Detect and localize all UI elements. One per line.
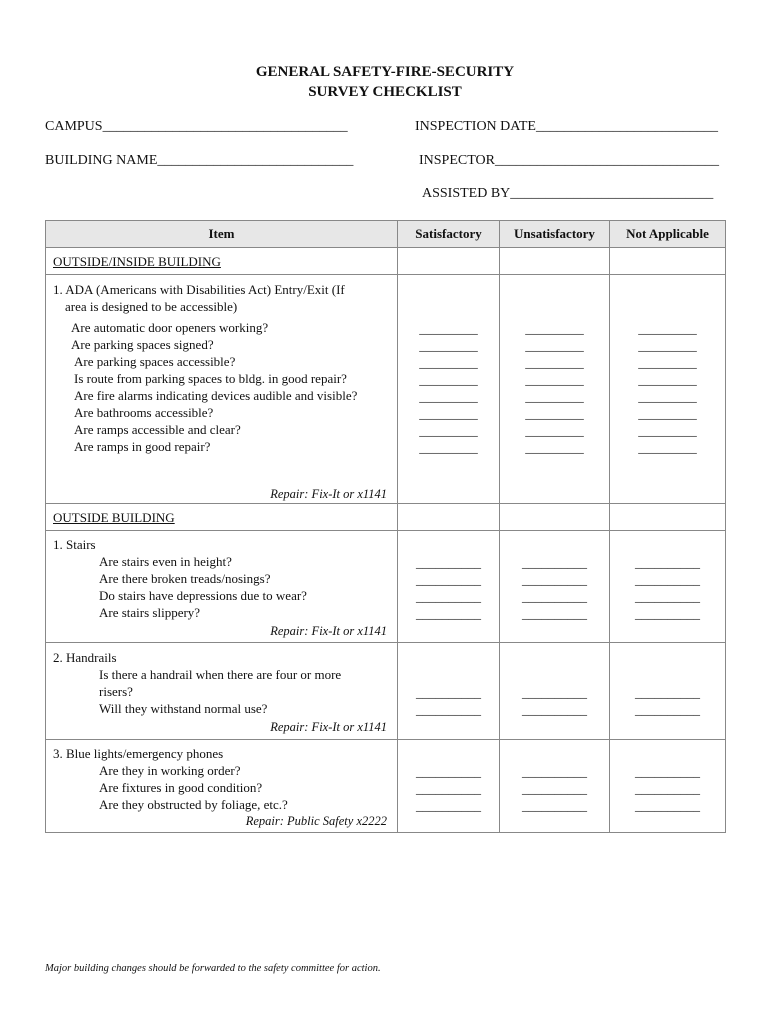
footer-note: Major building changes should be forwarded to the safety committee for action. [45,963,381,974]
inspector-field[interactable]: INSPECTOR________________________________ [419,153,719,168]
answer-blank[interactable]: __________ [522,589,587,604]
answer-blank[interactable]: _________ [419,372,478,387]
list-item: Are automatic door openers working? [71,320,269,335]
answer-blank[interactable]: __________ [522,764,587,779]
blank-lines[interactable] [398,320,499,456]
section-row [46,504,726,531]
list-item: Are ramps accessible and clear? [74,422,241,437]
table-row-ada [46,275,726,504]
list-item: risers? [99,684,133,699]
campus-field[interactable]: CAMPUS___________________________________ [45,119,348,134]
list-item: Are bathrooms accessible? [74,405,214,420]
satisfactory-cell[interactable] [398,643,500,740]
list-item: Are fire alarms indicating devices audible and visible? [74,388,358,403]
answer-blank[interactable]: __________ [635,572,700,587]
unsatisfactory-cell[interactable] [500,531,610,643]
answer-blank[interactable]: __________ [635,781,700,796]
answer-blank[interactable]: __________ [416,798,481,813]
col-header-item: Item [46,221,398,248]
table-row-stairs [46,531,726,643]
answer-blank[interactable]: _________ [638,406,697,421]
answer-blank[interactable]: _________ [419,406,478,421]
answer-blank[interactable]: _________ [525,406,584,421]
list-item: Are parking spaces accessible? [74,354,236,369]
ada-heading-cont: area is designed to be accessible) [65,299,238,314]
bluelights-item-cell [46,740,398,833]
list-item: Will they withstand normal use? [99,701,268,716]
blank-lines[interactable] [398,684,499,718]
answer-blank[interactable]: _________ [638,389,697,404]
list-item: Are there broken treads/nosings? [99,571,271,586]
title-line-2: SURVEY CHECKLIST [308,84,462,100]
answer-blank[interactable]: _________ [419,423,478,438]
section-row [46,248,726,275]
blank-lines[interactable] [610,763,725,814]
answer-blank[interactable]: __________ [635,702,700,717]
blank-lines[interactable] [500,763,609,814]
bluelights-heading: 3. Blue lights/emergency phones [53,746,224,761]
list-item: Are they in working order? [99,763,241,778]
blank-lines[interactable] [610,320,725,456]
answer-blank[interactable]: __________ [522,798,587,813]
blank-lines[interactable] [500,320,609,456]
section-title-outside-inside: OUTSIDE/INSIDE BUILDING [46,248,398,275]
answer-blank[interactable]: __________ [416,781,481,796]
ada-heading: 1. ADA (Americans with Disabilities Act) Entry/Exit (If [53,282,345,297]
answer-blank[interactable]: _________ [419,355,478,370]
answer-blank[interactable]: _________ [638,372,697,387]
answer-blank[interactable]: _________ [525,423,584,438]
satisfactory-cell[interactable] [398,531,500,643]
answer-blank[interactable]: _________ [638,338,697,353]
answer-blank[interactable]: _________ [525,338,584,353]
building-name-field[interactable]: BUILDING NAME____________________________ [45,153,354,168]
repair-note: Repair: Public Safety x2222 [245,814,387,828]
repair-note: Repair: Fix-It or x1141 [270,720,387,734]
list-item: Are stairs even in height? [99,554,232,569]
answer-blank[interactable]: __________ [635,555,700,570]
not-applicable-cell[interactable] [610,531,726,643]
col-header-satisfactory: Satisfactory [398,221,500,248]
answer-blank[interactable]: _________ [638,355,697,370]
answer-blank[interactable]: __________ [522,606,587,621]
answer-blank[interactable]: _________ [525,389,584,404]
satisfactory-cell[interactable] [398,275,500,504]
blank-lines[interactable] [500,684,609,718]
answer-blank[interactable]: __________ [416,764,481,779]
not-applicable-cell[interactable] [610,643,726,740]
answer-blank[interactable]: _________ [419,440,478,455]
handrails-item-cell [46,643,398,740]
not-applicable-cell[interactable] [610,275,726,504]
col-header-unsatisfactory: Unsatisfactory [500,221,610,248]
list-item: Are fixtures in good condition? [99,780,263,795]
answer-blank[interactable]: __________ [635,589,700,604]
answer-blank[interactable]: __________ [522,702,587,717]
answer-blank[interactable]: _________ [419,338,478,353]
unsatisfactory-cell[interactable] [500,275,610,504]
list-item: Is route from parking spaces to bldg. in good repair? [74,371,347,386]
answer-blank[interactable]: _________ [419,321,478,336]
answer-blank[interactable]: _________ [525,355,584,370]
blank-lines[interactable] [398,554,499,622]
unsatisfactory-cell[interactable] [500,643,610,740]
answer-blank[interactable]: _________ [419,389,478,404]
list-item: Are parking spaces signed? [71,337,214,352]
blank-lines[interactable] [398,763,499,814]
answer-blank[interactable]: __________ [416,589,481,604]
list-item: Is there a handrail when there are four or more [99,667,342,682]
stairs-heading: 1. Stairs [53,537,96,552]
answer-blank[interactable]: __________ [416,572,481,587]
answer-blank[interactable]: __________ [635,685,700,700]
repair-note: Repair: Fix-It or x1141 [270,624,387,638]
section-title-outside: OUTSIDE BUILDING [46,504,398,531]
list-item: Do stairs have depressions due to wear? [99,588,307,603]
satisfactory-cell[interactable] [398,740,500,833]
blank-lines[interactable] [500,554,609,622]
inspection-date-field[interactable]: INSPECTION DATE__________________________ [415,119,718,134]
answer-blank[interactable]: __________ [635,606,700,621]
unsatisfactory-cell[interactable] [500,740,610,833]
answer-blank[interactable]: _________ [638,423,697,438]
answer-blank[interactable]: __________ [416,555,481,570]
answer-blank[interactable]: __________ [522,572,587,587]
table-row-blue-lights [46,740,726,833]
ada-item-cell [46,275,398,504]
list-item: Are stairs slippery? [99,605,201,620]
handrails-heading: 2. Handrails [53,650,117,665]
stairs-item-cell [46,531,398,643]
assisted-by-field[interactable]: ASSISTED BY_____________________________ [422,186,714,201]
answer-blank[interactable]: _________ [525,440,584,455]
answer-blank[interactable]: __________ [635,764,700,779]
checklist-table [45,220,726,833]
blank-lines[interactable] [610,554,725,622]
answer-blank[interactable]: _________ [638,321,697,336]
answer-blank[interactable]: _________ [525,372,584,387]
list-item: Are ramps in good repair? [74,439,211,454]
title-line-1: GENERAL SAFETY-FIRE-SECURITY [255,64,515,80]
answer-blank[interactable]: _________ [638,440,697,455]
answer-blank[interactable]: _________ [525,321,584,336]
answer-blank[interactable]: __________ [416,685,481,700]
answer-blank[interactable]: __________ [522,781,587,796]
list-item: Are they obstructed by foliage, etc.? [99,797,288,812]
answer-blank[interactable]: __________ [635,798,700,813]
answer-blank[interactable]: __________ [522,555,587,570]
repair-note: Repair: Fix-It or x1141 [270,487,387,501]
blank-lines[interactable] [610,684,725,718]
table-row-handrails [46,643,726,740]
answer-blank[interactable]: __________ [416,606,481,621]
answer-blank[interactable]: __________ [522,685,587,700]
not-applicable-cell[interactable] [610,740,726,833]
header-row [46,221,726,248]
col-header-not-applicable: Not Applicable [610,221,726,248]
answer-blank[interactable]: __________ [416,702,481,717]
